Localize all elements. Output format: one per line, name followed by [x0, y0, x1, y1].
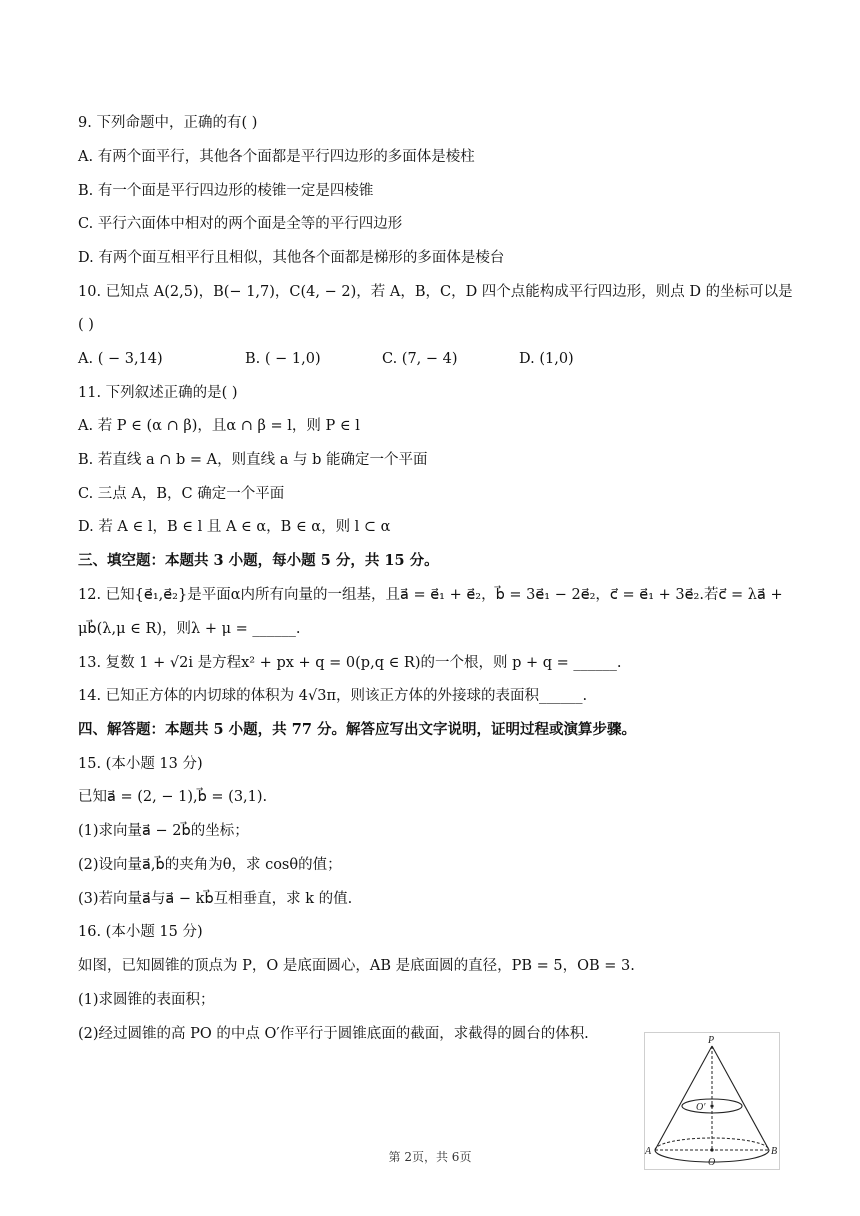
q14: 14. 已知正方体的内切球的体积为 4√3π，则该正方体的外接球的表面积______. [78, 688, 588, 704]
q9-option-d: D. 有两个面互相平行且相似，其他各个面都是梯形的多面体是棱台 [78, 250, 505, 266]
q15-part2: (2)设向量a⃗,b⃗的夹角为θ，求 cosθ的值； [78, 857, 342, 873]
section-3-heading: 三、填空题：本题共 3 小题，每小题 5 分，共 15 分。 [78, 552, 439, 569]
label-p: P [708, 1035, 715, 1046]
q16-part2: (2)经过圆锥的高 PO 的中点 O′作平行于圆锥底面的截面，求截得的圆台的体积. [78, 1026, 589, 1042]
q13: 13. 复数 1 + √2i 是方程x² + px + q = 0(p,q ∈ R)的一个根，则 p + q = ______. [78, 655, 622, 671]
q16-title: 16. (本小题 15 分) [78, 924, 203, 940]
label-a: A [645, 1146, 652, 1157]
q12-line2: μb⃗(λ,μ ∈ R)，则λ + μ = ______. [78, 621, 301, 637]
q16-given: 如图，已知圆锥的顶点为 P，O 是底面圆心，AB 是底面圆的直径，PB = 5，OB = 3. [78, 958, 635, 974]
q11-option-a: A. 若 P ∈ (α ∩ β)，且α ∩ β = l，则 P ∈ l [78, 418, 360, 434]
q9-option-c: C. 平行六面体中相对的两个面是全等的平行四边形 [78, 216, 403, 232]
q9-option-b: B. 有一个面是平行四边形的棱锥一定是四棱锥 [78, 183, 374, 199]
q10-option-a: A. ( − 3,14) [78, 351, 163, 367]
q10-paren: ( ) [78, 317, 94, 333]
q15-given: 已知a⃗ = (2, − 1),b⃗ = (3,1). [78, 789, 268, 805]
q15-title: 15. (本小题 13 分) [78, 756, 203, 772]
q10-stem: 10. 已知点 A(2,5)，B(− 1,7)，C(4, − 2)，若 A，B，C，D 四个点能构成平行四边形，则点 D 的坐标可以是 [78, 284, 793, 300]
q10-option-b: B. ( − 1,0) [245, 351, 321, 367]
section-4-heading: 四、解答题：本题共 5 小题，共 77 分。解答应写出文字说明，证明过程或演算步骤。 [78, 721, 636, 738]
q10-option-c: C. (7, − 4) [382, 351, 458, 367]
q9-stem: 9. 下列命题中，正确的有( ) [78, 115, 258, 131]
page-footer: 第 2页，共 6页 [388, 1150, 472, 1164]
q11-option-d: D. 若 A ∈ l，B ∈ l 且 A ∈ α，B ∈ α，则 l ⊂ α [78, 519, 391, 535]
q15-part1: (1)求向量a⃗ − 2b⃗的坐标； [78, 823, 249, 839]
q10-option-d: D. (1,0) [519, 351, 574, 367]
label-o: O [708, 1157, 716, 1168]
q15-part3: (3)若向量a⃗与a⃗ − kb⃗互相垂直，求 k 的值. [78, 891, 353, 907]
q11-stem: 11. 下列叙述正确的是( ) [78, 385, 238, 401]
label-b: B [771, 1146, 778, 1157]
q9-option-a: A. 有两个面平行，其他各个面都是平行四边形的多面体是棱柱 [78, 149, 475, 165]
q16-part1: (1)求圆锥的表面积； [78, 992, 215, 1008]
q11-option-c: C. 三点 A，B，C 确定一个平面 [78, 486, 285, 502]
label-o-prime: O′ [696, 1102, 706, 1113]
q12-line1: 12. 已知{e⃗₁,e⃗₂}是平面α内所有向量的一组基，且a⃗ = e⃗₁ + e⃗₂，b⃗ = 3e⃗₁ − 2e⃗₂，c⃗ = e⃗₁ + 3e⃗₂.若c⃗ = λa⃗ + [78, 587, 783, 603]
q11-option-b: B. 若直线 a ∩ b = A，则直线 a 与 b 能确定一个平面 [78, 452, 428, 468]
